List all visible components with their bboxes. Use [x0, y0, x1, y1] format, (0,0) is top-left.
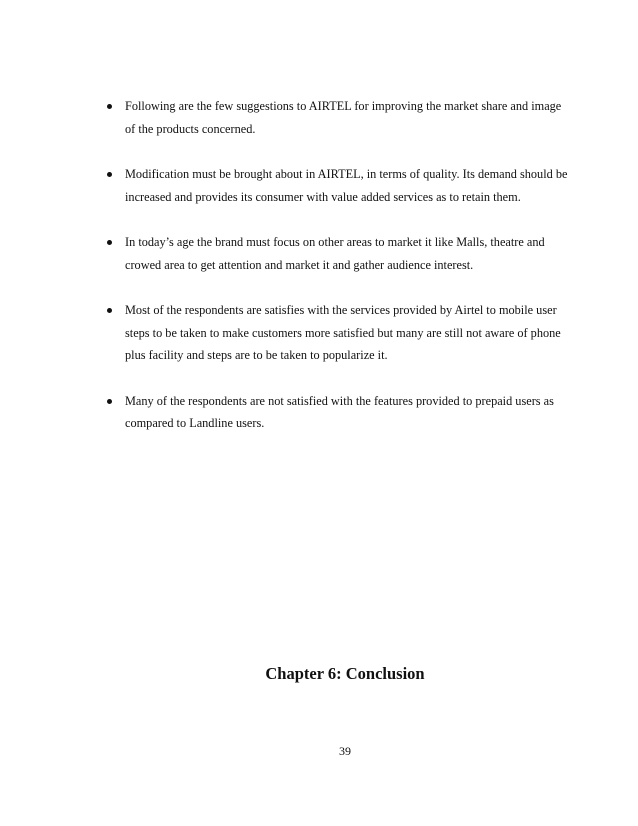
page-number: 39	[339, 744, 351, 758]
list-item-text-line: plus facility and steps are to be taken to popularize it.	[125, 348, 388, 362]
list-item-text-line: compared to Landline users.	[125, 416, 265, 430]
bullet-icon	[107, 172, 112, 177]
list-item-text-line: Following are the few suggestions to AIRTEL for improving the market share and image	[125, 99, 562, 113]
list-item	[104, 390, 604, 435]
list-item-text-line: Modification must be brought about in AIRTEL, in terms of quality. Its demand should be	[125, 167, 568, 181]
chapter-heading: Chapter 6: Conclusion	[265, 664, 425, 683]
list-item	[104, 163, 604, 208]
bullet-icon	[107, 399, 112, 404]
list-item	[104, 231, 604, 276]
bullet-icon	[107, 308, 112, 313]
bullet-icon	[107, 240, 112, 245]
list-item-text-line: Many of the respondents are not satisfied with the features provided to prepaid users as	[125, 393, 554, 408]
list-item	[104, 95, 604, 140]
list-item-text-line: of the products concerned.	[125, 121, 256, 136]
list-item-text-line: steps to be taken to make customers more satisfied but many are still not aware of phone	[125, 325, 561, 340]
suggestions-list	[104, 95, 604, 458]
list-item-text-line: increased and provides its consumer with value added services as to retain them.	[125, 189, 521, 204]
list-item-text-line: In today’s age the brand must focus on other areas to market it like Malls, theatre and	[125, 235, 545, 249]
list-item	[104, 299, 604, 367]
list-item-text-line: Most of the respondents are satisfies with the services provided by Airtel to mobile user	[125, 303, 557, 317]
bullet-icon	[107, 104, 112, 109]
list-item-text-line: crowed area to get attention and market it and gather audience interest.	[125, 257, 474, 272]
